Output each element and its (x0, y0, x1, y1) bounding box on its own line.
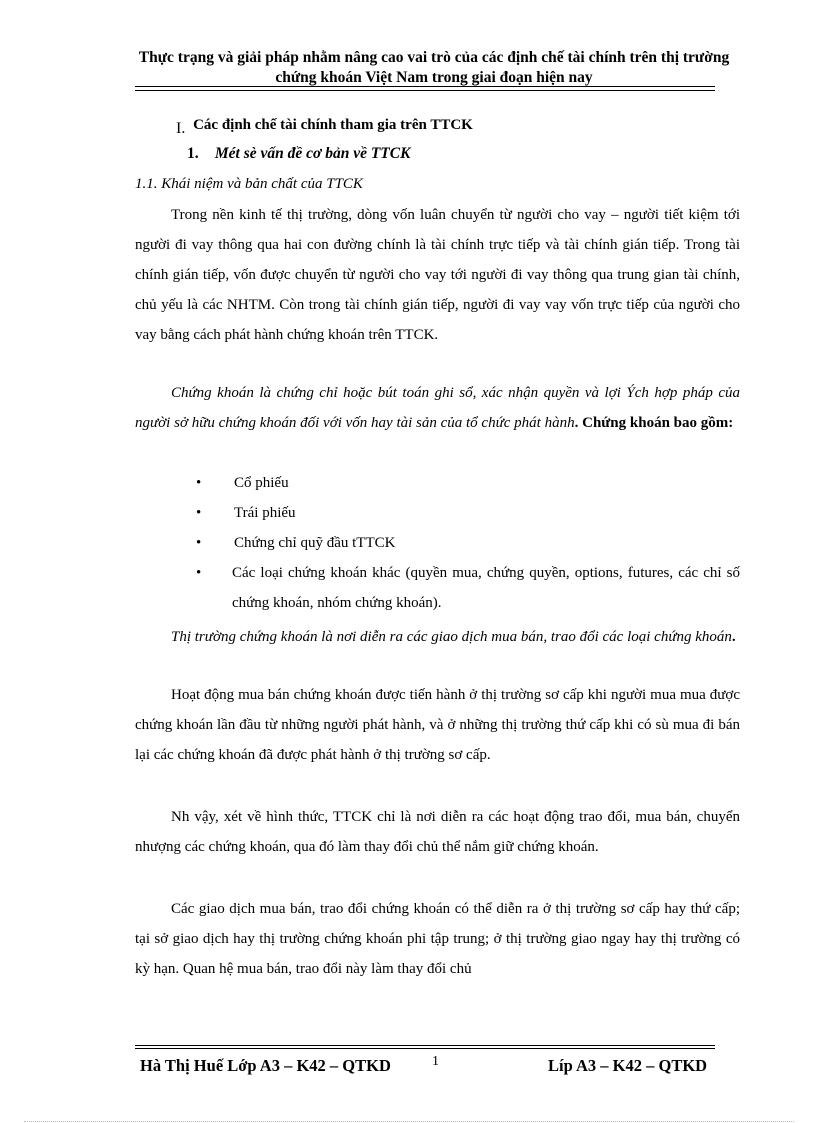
item-heading: 1.1. Khái niệm và bản chất của TTCK (135, 176, 363, 192)
footer-class: Líp A3 – K42 – QTKD (548, 1056, 708, 1075)
section-heading (176, 116, 473, 137)
paragraph-definition (135, 622, 740, 652)
subsection-title: Mét sè vấn đề cơ bản về TTCK (214, 145, 411, 162)
bullet-icon: • (196, 565, 202, 581)
definition-tail: . Chứng khoán bao gồm: (574, 415, 734, 431)
paragraph: Các giao dịch mua bán, trao đổi chứng khoán có thể diễn ra ở thị trường sơ cấp hay thứ cấp; tại sở giao dịch hay thị trường chứng khoán phi tập trung; ở thị trường giao ngay hay thị trường có kỳ hạn. Quan hệ mua bán, trao đổi này làm thay đổi chủ (135, 901, 740, 977)
section-title: Các định chế tài chính tham gia trên TTCK (193, 117, 473, 133)
footer-author: Hà Thị Huế Lớp A3 – K42 – QTKD (140, 1056, 391, 1075)
paragraph: Hoạt động mua bán chứng khoán được tiến hành ở thị trường sơ cấp khi người mua mua được chứng khoán lần đầu từ những người phát hành, và ở những thị trường thứ cấp khi có sù mua đi bán lại các chứng khoán đã được phát hành ở thị trường sơ cấp. (135, 687, 740, 763)
subsection-heading (187, 145, 410, 163)
bullet-icon: • (196, 535, 202, 551)
definition-tail: . (731, 629, 736, 645)
list-item: • Các loại chứng khoán khác (quyền mua, chứng quyền, options, futures, các chỉ số chứng khoán, nhóm chứng khoán). (196, 558, 740, 618)
paragraph-definition (135, 378, 740, 438)
page-header-title: Thực trạng và giải pháp nhằm nâng cao vai trò của các định chế tài chính trên thị trường chứng khoán Việt Nam trong giai đoạn hiện nay (138, 49, 730, 86)
paragraph: Nh vậy, xét về hình thức, TTCK chỉ là nơi diễn ra các hoạt động trao đổi, mua bán, chuyển nhượng các chứng khoán, qua đó làm thay đổi chủ thể nắm giữ chứng khoán. (135, 809, 740, 855)
paragraph: Trong nền kinh tế thị trường, dòng vốn luân chuyển từ người cho vay – người tiết kiệm tới người đi vay thông qua hai con đường chính là tài chính trực tiếp và tài chính gián tiếp. Trong tài chính gián tiếp, vốn được chuyển từ người cho vay tới người đi vay thông qua trung gian tài chính, chủ yếu là các NHTM. Còn trong tài chính gián tiếp, người đi vay vay vốn trực tiếp của người cho vay bằng cách phát hành chứng khoán trên TTCK. (135, 207, 740, 343)
footer-rule (135, 1045, 715, 1046)
definition-text: Chứng khoán là chứng chỉ hoặc bút toán ghi sổ, xác nhận quyền và lợi Ých hợp pháp của người sở hữu chứng khoán đối với vốn hay tài sản của tổ chức phát hành (135, 385, 740, 431)
definition-text: Thị trường chứng khoán là nơi diễn ra các giao dịch mua bán, trao đổi các loại chứng khoán (171, 629, 732, 645)
header-rule (135, 86, 715, 87)
list-item: • Cổ phiếu (196, 468, 740, 498)
list-item: • Trái phiếu (196, 498, 740, 528)
bullet-list (196, 468, 740, 618)
footer-rule (135, 1048, 715, 1049)
bullet-icon: • (196, 505, 202, 521)
section-number: I. (176, 120, 186, 137)
subsection-number: 1. (187, 145, 199, 162)
page-number: 1 (432, 1054, 439, 1069)
list-item: • Chứng chỉ quỹ đầu tTTCK (196, 528, 740, 558)
page-bottom-border (24, 1121, 794, 1122)
bullet-icon: • (196, 475, 202, 491)
header-rule (135, 90, 715, 91)
